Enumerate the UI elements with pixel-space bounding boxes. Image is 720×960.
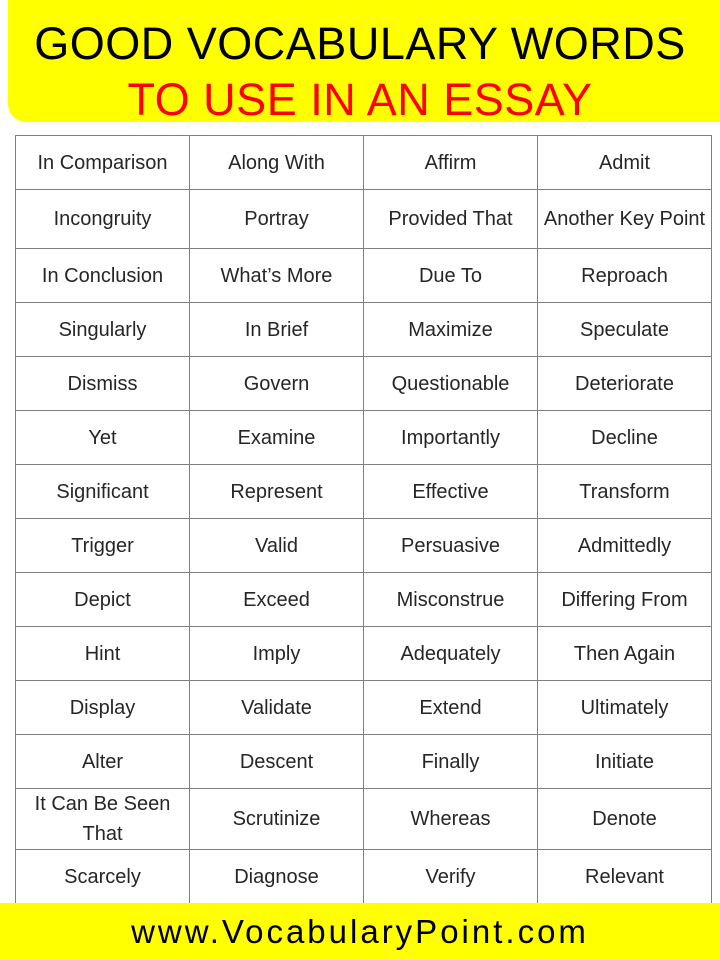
vocab-word-cell: Along With <box>190 136 364 190</box>
table-row <box>16 735 712 789</box>
vocab-word-cell: Relevant <box>538 850 712 904</box>
vocab-word-cell: Initiate <box>538 735 712 789</box>
vocab-word-cell: Admit <box>538 136 712 190</box>
vocab-word-cell: Govern <box>190 357 364 411</box>
vocab-word-cell: Effective <box>364 465 538 519</box>
vocab-word-cell: Scrutinize <box>190 789 364 850</box>
vocab-word-cell: Adequately <box>364 627 538 681</box>
vocab-word-cell: Depict <box>16 573 190 627</box>
vocab-word-cell: Examine <box>190 411 364 465</box>
vocab-word-cell: In Brief <box>190 303 364 357</box>
vocab-word-cell: What’s More <box>190 249 364 303</box>
vocab-word-cell: Importantly <box>364 411 538 465</box>
vocab-word-cell: Decline <box>538 411 712 465</box>
vocab-word-cell: Hint <box>16 627 190 681</box>
table-row <box>16 789 712 850</box>
vocab-word-cell: Admittedly <box>538 519 712 573</box>
vocab-word-cell: Validate <box>190 681 364 735</box>
vocab-word-cell: Another Key Point <box>538 190 712 249</box>
vocab-word-cell: Significant <box>16 465 190 519</box>
vocab-word-cell: Portray <box>190 190 364 249</box>
page-subtitle: TO USE IN AN ESSAY <box>127 74 593 125</box>
table-row <box>16 303 712 357</box>
vocab-word-cell: Incongruity <box>16 190 190 249</box>
vocab-word-cell: Speculate <box>538 303 712 357</box>
vocab-word-cell: Singularly <box>16 303 190 357</box>
vocab-word-cell: Questionable <box>364 357 538 411</box>
table-row <box>16 573 712 627</box>
table-row <box>16 465 712 519</box>
vocab-word-cell: Scarcely <box>16 850 190 904</box>
table-row <box>16 249 712 303</box>
vocab-word-cell: Valid <box>190 519 364 573</box>
vocab-word-cell: Then Again <box>538 627 712 681</box>
vocab-word-cell: Exceed <box>190 573 364 627</box>
vocab-word-cell: Misconstrue <box>364 573 538 627</box>
vocab-word-cell: Ultimately <box>538 681 712 735</box>
table-row <box>16 627 712 681</box>
vocab-word-cell: Finally <box>364 735 538 789</box>
vocab-word-cell: Dismiss <box>16 357 190 411</box>
vocab-word-cell: Yet <box>16 411 190 465</box>
vocab-word-cell: Provided That <box>364 190 538 249</box>
vocab-word-cell: In Comparison <box>16 136 190 190</box>
vocab-word-cell: Whereas <box>364 789 538 850</box>
vocab-word-cell: Represent <box>190 465 364 519</box>
vocab-word-cell: Trigger <box>16 519 190 573</box>
footer-banner <box>0 903 720 960</box>
page-title: GOOD VOCABULARY WORDS <box>34 18 686 69</box>
vocab-word-cell: Deteriorate <box>538 357 712 411</box>
vocab-word-cell: Maximize <box>364 303 538 357</box>
vocab-word-cell: Imply <box>190 627 364 681</box>
vocab-word-cell: Affirm <box>364 136 538 190</box>
table-row <box>16 357 712 411</box>
vocab-word-cell: Differing From <box>538 573 712 627</box>
vocab-word-cell: In Conclusion <box>16 249 190 303</box>
table-row <box>16 681 712 735</box>
vocab-word-cell: Persuasive <box>364 519 538 573</box>
vocab-word-cell: Descent <box>190 735 364 789</box>
vocab-word-cell: Denote <box>538 789 712 850</box>
vocabulary-table <box>15 135 712 904</box>
table-row <box>16 190 712 249</box>
table-row <box>16 136 712 190</box>
vocab-word-cell: Transform <box>538 465 712 519</box>
table-row <box>16 850 712 904</box>
vocab-word-cell: Extend <box>364 681 538 735</box>
vocab-word-cell: It Can Be Seen That <box>16 789 190 850</box>
table-row <box>16 519 712 573</box>
vocab-word-cell: Verify <box>364 850 538 904</box>
vocab-word-cell: Due To <box>364 249 538 303</box>
table-row <box>16 411 712 465</box>
vocab-word-cell: Alter <box>16 735 190 789</box>
vocab-word-cell: Reproach <box>538 249 712 303</box>
vocab-word-cell: Display <box>16 681 190 735</box>
website-url[interactable]: www.VocabularyPoint.com <box>131 913 589 950</box>
vocab-word-cell: Diagnose <box>190 850 364 904</box>
